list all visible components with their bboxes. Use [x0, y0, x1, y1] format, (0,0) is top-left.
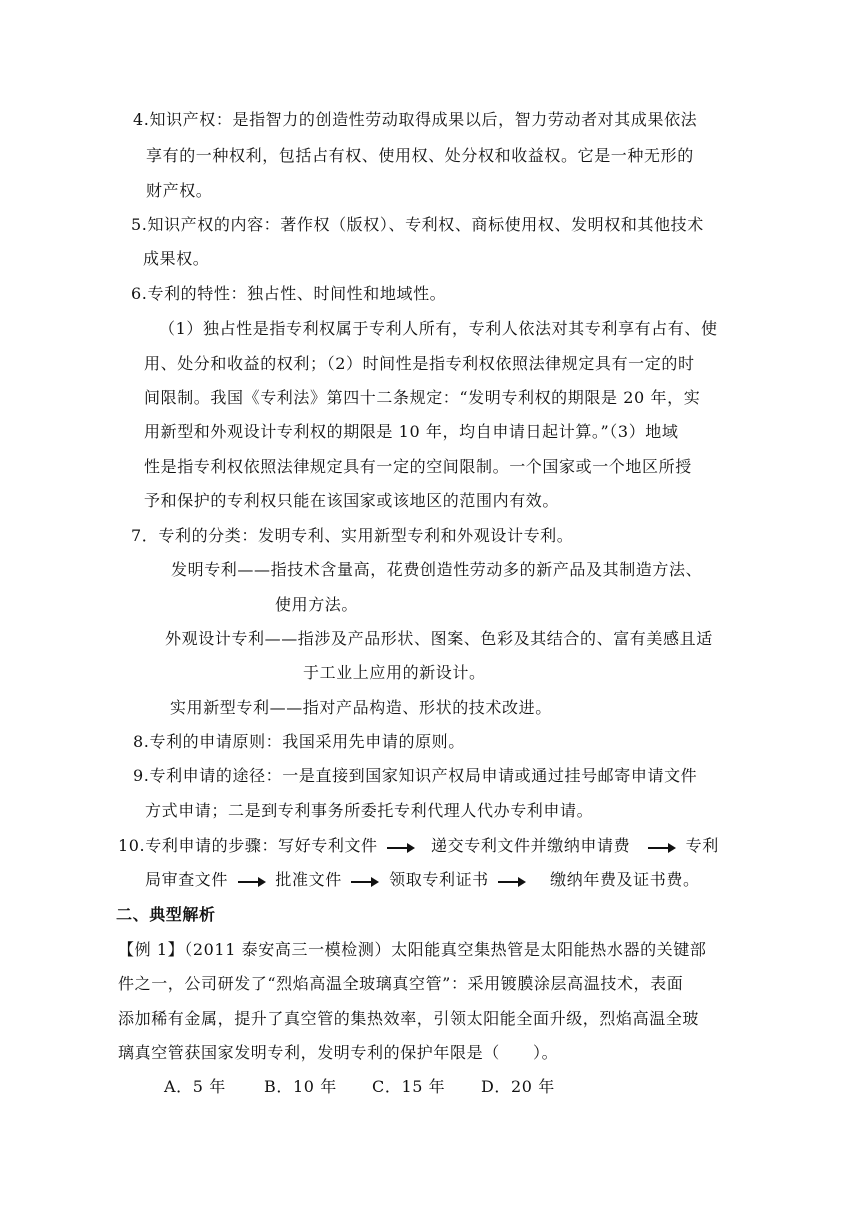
option-b: B．10 年	[264, 1077, 337, 1096]
item-10-line-2	[145, 870, 700, 890]
arrow-right-icon	[648, 841, 676, 853]
invention-patent-line-1: 发明专利——指技术含量高，花费创造性劳动多的新产品及其制造方法、	[171, 560, 703, 579]
item-6-title: 6.专利的特性：独占性、时间性和地域性。	[131, 284, 447, 303]
option-d: D．20 年	[481, 1077, 555, 1096]
arrow-right-icon	[351, 875, 379, 887]
item-6-para-line-1: （1）独占性是指专利权属于专利人所有，专利人依法对其专利享有占有、使	[159, 319, 718, 338]
step-3-text-part-2: 局审查文件	[145, 870, 229, 889]
item-6-para-line-5: 性是指专利权依照法律规定具有一定的空间限制。一个国家或一个地区所授	[144, 457, 692, 476]
item-6-para-line-6: 予和保护的专利权只能在该国家或该地区的范围内有效。	[144, 491, 560, 510]
section-2-heading: 二、典型解析	[116, 905, 216, 924]
item-9-line-2: 方式申请；二是到专利事务所委托专利代理人代办专利申请。	[145, 801, 594, 820]
invention-patent-line-2: 使用方法。	[275, 595, 359, 614]
item-5-line-1: 5.知识产权的内容：著作权（版权）、专利权、商标使用权、发明权和其他技术	[131, 215, 704, 234]
option-c: C．15 年	[372, 1077, 446, 1096]
step-1-text: 10.专利申请的步骤：写好专利文件	[118, 836, 378, 855]
step-5-text: 领取专利证书	[389, 870, 489, 889]
utility-model-patent-line: 实用新型专利——指对产品构造、形状的技术改进。	[170, 698, 552, 717]
example-1-line-4: 璃真空管获国家发明专利，发明专利的保护年限是（ ）。	[118, 1043, 559, 1062]
item-4-line-2: 享有的一种权利，包括占有权、使用权、处分权和收益权。它是一种无形的	[146, 146, 694, 165]
step-4-text: 批准文件	[275, 870, 342, 889]
design-patent-line-2: 于工业上应用的新设计。	[303, 663, 486, 682]
example-1-line-2: 件之一，公司研发了“烈焰高温全玻璃真空管”：采用镀膜涂层高温技术，表面	[118, 974, 684, 993]
option-a: A．5 年	[164, 1077, 226, 1096]
item-4-line-3: 财产权。	[146, 181, 213, 200]
item-6-para-line-4: 用新型和外观设计专利权的期限是 10 年，均自申请日起计算。”（3）地域	[144, 422, 679, 441]
item-9-line-1: 9.专利申请的途径：一是直接到国家知识产权局申请或通过挂号邮寄申请文件	[133, 766, 698, 785]
item-6-para-line-2: 用、处分和收益的权利；（2）时间性是指专利权依照法律规定具有一定的时	[144, 354, 695, 373]
design-patent-line-1: 外观设计专利——指涉及产品形状、图案、色彩及其结合的、富有美感且适	[165, 629, 713, 648]
step-6-text: 缴纳年费及证书费。	[550, 870, 700, 889]
item-5-line-2: 成果权。	[143, 249, 210, 268]
item-6-para-line-3: 间限制。我国《专利法》第四十二条规定：“发明专利权的期限是 20 年，实	[144, 388, 701, 407]
item-7-title: 7．专利的分类：发明专利、实用新型专利和外观设计专利。	[131, 526, 574, 545]
step-2-text: 递交专利文件并缴纳申请费	[431, 836, 631, 855]
example-1-line-3: 添加稀有金属，提升了真空管的集热效率，引领太阳能全面升级，烈焰高温全玻	[118, 1009, 700, 1028]
arrow-right-icon	[238, 875, 266, 887]
item-10-line-1	[118, 836, 719, 856]
item-8: 8.专利的申请原则：我国采用先申请的原则。	[133, 732, 465, 751]
item-4-line-1: 4.知识产权：是指智力的创造性劳动取得成果以后，智力劳动者对其成果依法	[133, 110, 698, 129]
example-1-line-1: 【例 1】（2011 泰安高三一模检测）太阳能真空集热管是太阳能热水器的关键部	[118, 940, 707, 959]
arrow-right-icon	[387, 841, 415, 853]
step-3-text-part-1: 专利	[685, 836, 719, 855]
arrow-right-icon	[498, 875, 526, 887]
